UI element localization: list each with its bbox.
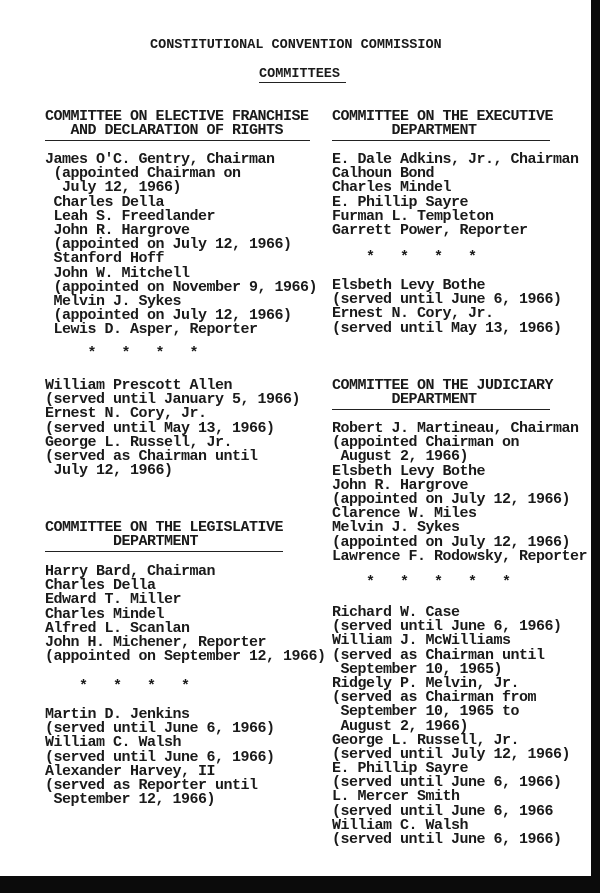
member-line: Elsbeth Levy Bothe <box>332 462 486 480</box>
member-line: George L. Russell, Jr. <box>332 731 520 749</box>
member-line: James O'C. Gentry, Chairman <box>45 151 275 168</box>
member-line: Harry Bard, Chairman <box>45 563 216 580</box>
member-line: John R. Hargrove <box>332 476 469 494</box>
committee-heading <box>332 379 553 407</box>
member-line: Richard W. Case <box>332 604 460 621</box>
member-line: William C. Walsh <box>332 816 469 834</box>
member-list <box>332 153 579 238</box>
member-line: (served until June 6, 1966) <box>332 774 562 792</box>
member-list <box>45 708 275 807</box>
scan-edge-bottom <box>0 876 600 893</box>
heading-underline <box>332 409 550 410</box>
member-line: (served as Chairman from <box>332 689 537 707</box>
member-line: September 12, 1966) <box>45 791 216 809</box>
member-line: Stanford Hoff <box>45 250 165 268</box>
member-line: (served until July 12, 1966) <box>332 745 571 763</box>
stars: * * * * <box>45 345 199 362</box>
separator-stars <box>45 680 190 694</box>
member-line: Alfred L. Scanlan <box>45 619 190 637</box>
member-line: Calhoun Bond <box>332 165 435 183</box>
member-line: John W. Mitchell <box>45 264 190 282</box>
separator-stars <box>45 347 198 361</box>
committee-heading <box>45 521 283 549</box>
member-line: September 10, 1965) <box>332 660 503 678</box>
document-subtitle: COMMITTEES <box>259 67 341 82</box>
member-line: E. Phillip Sayre <box>332 760 469 778</box>
member-line: Melvin J. Sykes <box>45 292 182 310</box>
stars: * * * * <box>45 678 190 695</box>
heading-underline <box>45 140 310 141</box>
member-line: (served as Chairman until <box>45 447 258 465</box>
heading-line: COMMITTEE ON ELECTIVE FRANCHISE <box>45 108 309 125</box>
member-line: Charles Della <box>45 577 156 595</box>
member-line: Charles Mindel <box>45 605 165 623</box>
member-line: Melvin J. Sykes <box>332 519 460 537</box>
member-line: Charles Della <box>45 193 165 211</box>
committee-heading <box>45 110 309 138</box>
heading-line: COMMITTEE ON THE EXECUTIVE <box>332 108 554 125</box>
member-line: Alexander Harvey, II <box>45 762 216 780</box>
member-line: Lawrence F. Rodowsky, Reporter <box>332 547 588 565</box>
member-line: (appointed on July 12, 1966) <box>45 236 292 254</box>
member-line: September 10, 1965 to <box>332 703 520 721</box>
member-list <box>332 279 562 336</box>
member-line: Edward T. Miller <box>45 591 182 609</box>
member-list <box>332 422 587 564</box>
member-line: (served until May 13, 1966) <box>332 319 562 337</box>
member-line: John H. Michener, Reporter <box>45 633 267 651</box>
member-list <box>45 565 326 664</box>
member-line: E. Phillip Sayre <box>332 193 469 211</box>
member-line: Charles Mindel <box>332 179 452 197</box>
member-line: (appointed Chairman on <box>332 434 520 452</box>
member-line: (served until May 13, 1966) <box>45 419 275 437</box>
stars: * * * * <box>332 249 477 266</box>
member-line: William Prescott Allen <box>45 377 233 394</box>
heading-underline <box>45 551 283 552</box>
member-line: (served as Reporter until <box>45 776 258 794</box>
member-list <box>45 153 317 337</box>
member-line: Ernest N. Cory, Jr. <box>45 405 207 423</box>
member-list <box>45 379 300 478</box>
heading-line: COMMITTEE ON THE LEGISLATIVE <box>45 519 284 536</box>
member-line: (served until June 6, 1966) <box>45 748 275 766</box>
member-line: (appointed on July 12, 1966) <box>332 490 571 508</box>
stars: * * * * * <box>332 574 511 591</box>
subtitle-underline <box>259 82 346 83</box>
member-line: William J. McWilliams <box>332 632 511 650</box>
member-line: (served until January 5, 1966) <box>45 391 301 409</box>
member-line: (served as Chairman until <box>332 646 545 664</box>
member-line: July 12, 1966) <box>45 462 173 480</box>
member-line: Leah S. Freedlander <box>45 207 216 225</box>
member-line: (served until June 6, 1966 <box>332 802 554 820</box>
scan-edge-right <box>591 0 600 893</box>
heading-line: DEPARTMENT <box>332 122 477 140</box>
member-line: (appointed on November 9, 1966) <box>45 278 318 296</box>
heading-line: AND DECLARATION OF RIGHTS <box>45 122 284 140</box>
member-line: John R. Hargrove <box>45 221 190 239</box>
member-line: L. Mercer Smith <box>332 788 460 806</box>
member-line: (served until June 6, 1966) <box>332 831 562 848</box>
member-list <box>332 606 570 847</box>
member-line: Clarence W. Miles <box>332 505 477 523</box>
member-line: Lewis D. Asper, Reporter <box>45 321 258 339</box>
member-line: E. Dale Adkins, Jr., Chairman <box>332 151 579 168</box>
member-line: Elsbeth Levy Bothe <box>332 277 486 294</box>
heading-line: COMMITTEE ON THE JUDICIARY <box>332 377 554 394</box>
member-line: August 2, 1966) <box>332 717 469 735</box>
document-title: CONSTITUTIONAL CONVENTION COMMISSION <box>150 38 442 53</box>
member-line: (served until June 6, 1966) <box>45 720 275 738</box>
committee-heading <box>332 110 553 138</box>
heading-underline <box>332 140 550 141</box>
member-line: George L. Russell, Jr. <box>45 433 233 451</box>
member-line: August 2, 1966) <box>332 448 469 466</box>
heading-line: DEPARTMENT <box>45 533 199 551</box>
member-line: Martin D. Jenkins <box>45 706 190 723</box>
heading-line: DEPARTMENT <box>332 391 477 409</box>
member-line: Ernest N. Cory, Jr. <box>332 305 494 323</box>
member-line: (appointed on July 12, 1966) <box>45 307 292 325</box>
member-line: Garrett Power, Reporter <box>332 221 528 239</box>
member-line: (appointed on September 12, 1966) <box>45 648 326 666</box>
member-line: Ridgely P. Melvin, Jr. <box>332 674 520 692</box>
member-line: William C. Walsh <box>45 734 182 752</box>
member-line: (served until June 6, 1966) <box>332 291 562 309</box>
separator-stars <box>332 576 511 590</box>
member-line: Robert J. Martineau, Chairman <box>332 420 579 437</box>
member-line: July 12, 1966) <box>45 179 182 197</box>
member-line: (served until June 6, 1966) <box>332 618 562 636</box>
separator-stars <box>332 251 477 265</box>
member-line: (appointed Chairman on <box>45 165 241 183</box>
member-line: (appointed on July 12, 1966) <box>332 533 571 551</box>
member-line: Furman L. Templeton <box>332 207 494 225</box>
